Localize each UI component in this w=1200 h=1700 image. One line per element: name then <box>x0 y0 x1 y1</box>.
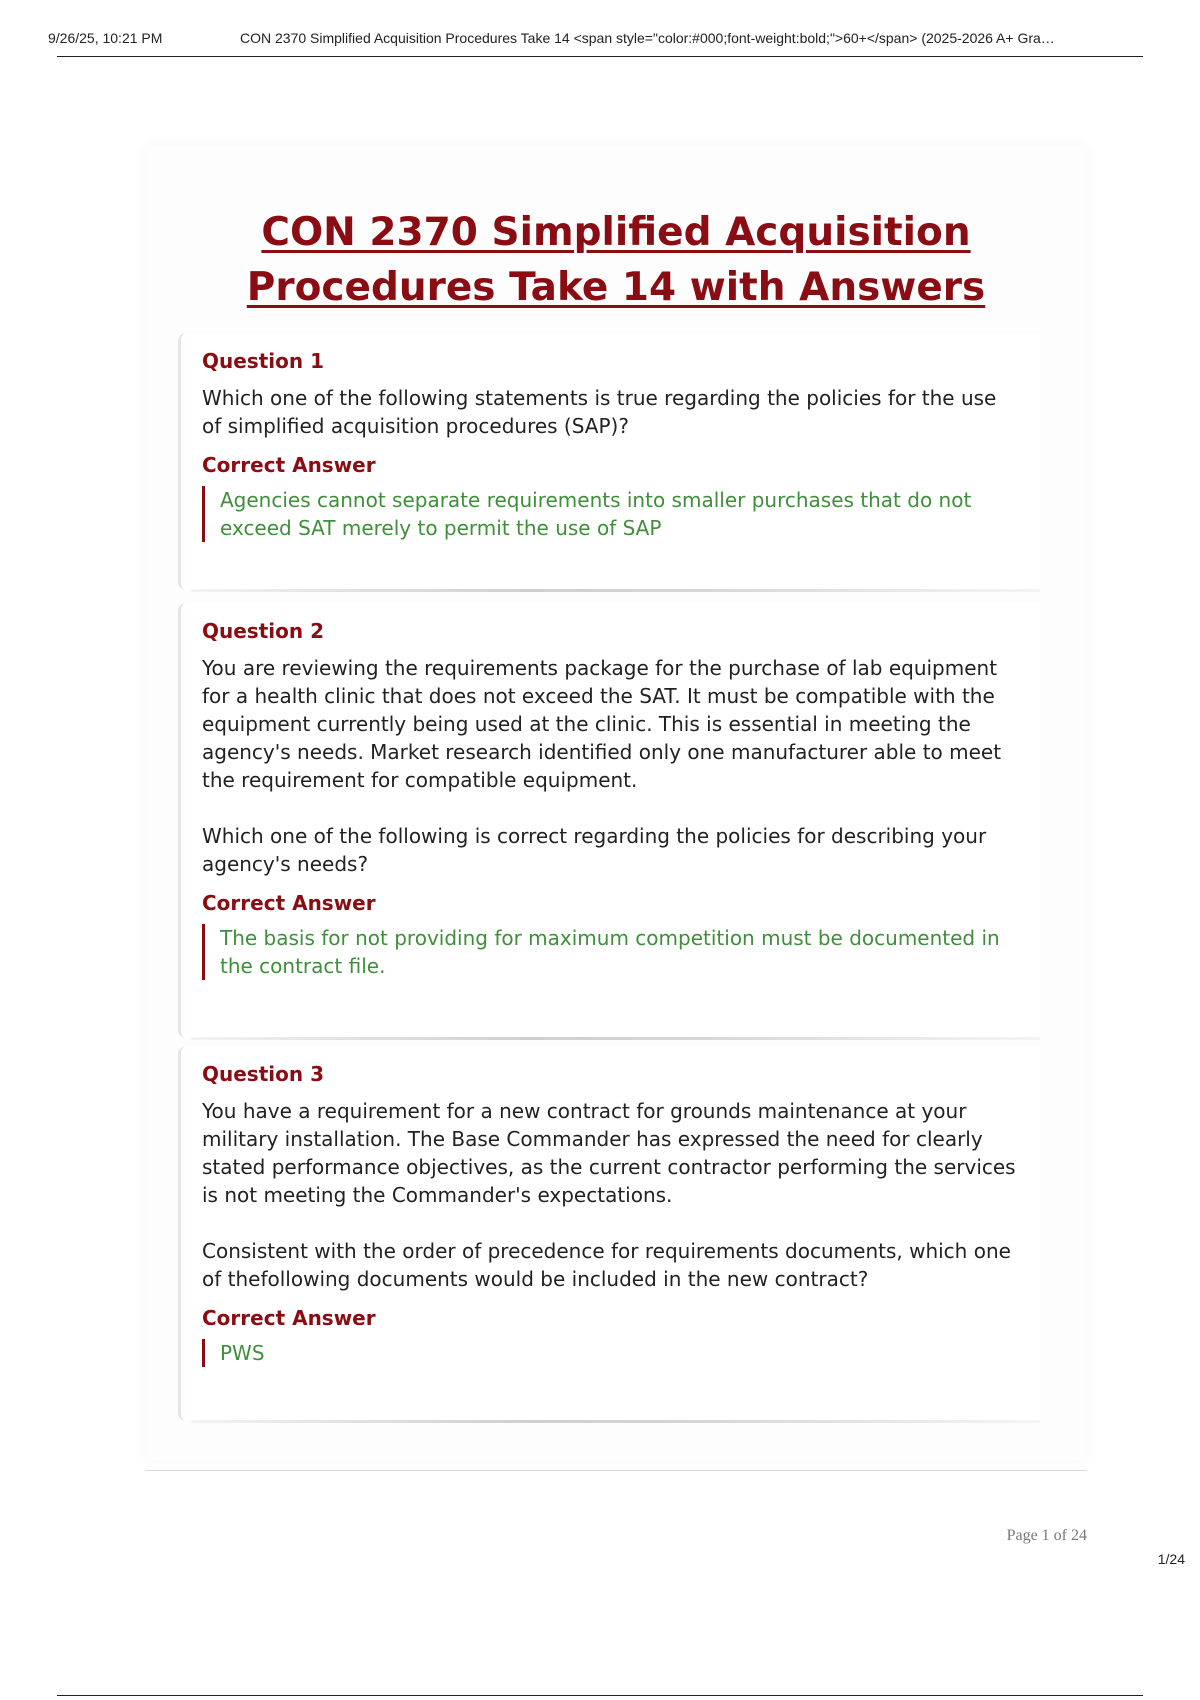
print-document-title: CON 2370 Simplified Acquisition Procedures Take 14 <span style="color:#000;font-weight:bold;">60+</span> (2025-2026 A+ Gra… <box>240 30 1055 46</box>
question-label: Question 3 <box>202 1062 324 1086</box>
question-text: You are reviewing the requirements package for the purchase of lab equipment for a health clinic that does not exceed the SAT. It must be compatible with the equipment currently being used at the clinic. This is essential in meeting the agency's needs. Market research identified only one manufacturer able to meet the requirement for compatible equipment. <box>202 656 1002 792</box>
question-text: You have a requirement for a new contract for grounds maintenance at your military installation. The Base Commander has expressed the need for clearly stated performance objectives, as the current contractor performing the services is not meeting the Commander's expectations. <box>202 1099 1016 1207</box>
footer-divider <box>145 1470 1087 1471</box>
question-text: Which one of the following is correct regarding the policies for describing your agency's needs? <box>202 824 987 876</box>
question-card-1 <box>178 333 1040 590</box>
question-text: Which one of the following statements is true regarding the policies for the use of simplified acquisition procedures (SAP)? <box>202 386 997 438</box>
question-text: Consistent with the order of precedence for requirements documents, which one of thefollowing documents would be included in the new contract? <box>202 1239 1011 1291</box>
question-card-3 <box>178 1046 1040 1421</box>
page-title <box>145 205 1087 315</box>
correct-answer-text: PWS <box>202 1339 1020 1367</box>
correct-answer-label: Correct Answer <box>202 891 376 915</box>
correct-answer-text: Agencies cannot separate requirements into smaller purchases that do not exceed SAT merely to permit the use of SAP <box>202 486 1020 542</box>
print-header <box>0 0 1200 60</box>
question-label: Question 1 <box>202 349 324 373</box>
correct-answer-label: Correct Answer <box>202 453 376 477</box>
correct-answer-text: The basis for not providing for maximum competition must be documented in the contract file. <box>202 924 1020 980</box>
header-divider <box>57 56 1143 57</box>
question-label: Question 2 <box>202 619 324 643</box>
footer-print-divider <box>57 1695 1143 1696</box>
page-title-line-2: Procedures Take 14 with Answers <box>246 265 986 310</box>
question-card-2 <box>178 603 1040 1038</box>
page-indicator: Page 1 of 24 <box>1006 1527 1087 1544</box>
print-datetime: 9/26/25, 10:21 PM <box>48 30 163 46</box>
correct-answer-label: Correct Answer <box>202 1306 376 1330</box>
page-title-line-1: CON 2370 Simplified Acquisition <box>261 210 971 255</box>
print-page-counter: 1/24 <box>1157 1551 1185 1567</box>
